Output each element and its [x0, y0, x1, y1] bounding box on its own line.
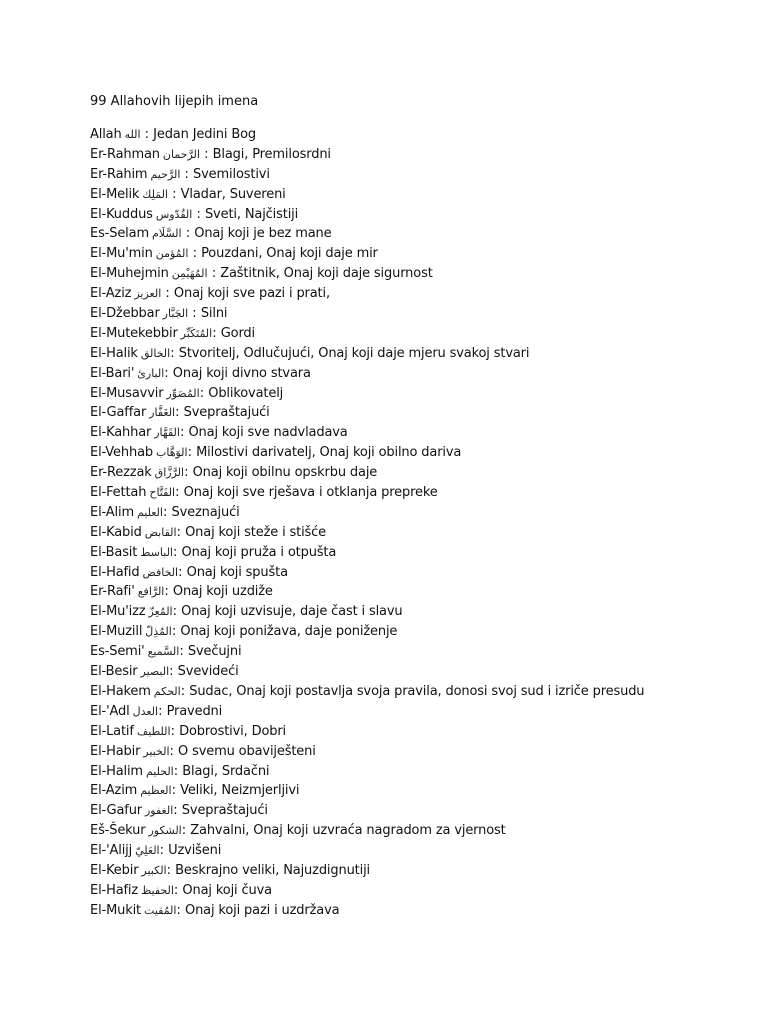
name-arabic: المَلِك: [142, 187, 168, 201]
name-transliteration: El-Hakem: [90, 683, 151, 699]
name-entry: [90, 582, 750, 602]
name-meaning: : Sveznajući: [162, 504, 240, 520]
name-transliteration: El-Kebir: [90, 862, 139, 878]
name-arabic: السَّميع: [147, 645, 180, 659]
name-meaning: : Onaj koji pazi i uzdržava: [176, 902, 340, 918]
name-arabic: السَّلَام: [151, 227, 182, 241]
name-arabic: الغفور: [145, 804, 174, 818]
name-entry: [90, 622, 750, 642]
name-meaning: : Sveti, Najčistiji: [192, 206, 299, 222]
name-arabic: المُذِلّ: [145, 625, 172, 639]
name-entry: [90, 841, 750, 861]
name-entry: [90, 901, 750, 921]
name-entry: [90, 722, 750, 742]
name-entry: [90, 762, 750, 782]
name-entry: [90, 344, 750, 364]
name-arabic: المُعِزّ: [148, 605, 173, 619]
name-arabic: الرَّزَّاق: [154, 466, 185, 480]
name-entry: [90, 861, 750, 881]
name-transliteration: Es-Selam: [90, 226, 149, 242]
name-arabic: الجَبَّار: [162, 307, 189, 321]
name-arabic: اللطيف: [136, 724, 171, 738]
name-meaning: : Milostivi darivatelj, Onaj koji obilno dariva: [187, 445, 462, 461]
name-entry: [90, 881, 750, 901]
name-arabic: القُدّوس: [155, 207, 193, 221]
name-transliteration: El-Besir: [90, 664, 138, 680]
name-transliteration: El-Hafid: [90, 564, 140, 580]
name-transliteration: El-Džebbar: [90, 306, 160, 322]
name-meaning: : Pravedni: [158, 703, 223, 719]
name-entry: [90, 165, 750, 185]
name-meaning: : Onaj koji spušta: [178, 564, 288, 580]
name-meaning: : Zaštitnik, Onaj koji daje sigurnost: [207, 266, 433, 282]
name-entry: [90, 523, 750, 543]
name-arabic: القَهَّار: [154, 426, 180, 440]
name-transliteration: Allah: [90, 127, 122, 142]
name-meaning: : Dobrostivi, Dobri: [170, 723, 287, 739]
name-meaning: : Onaj koji sve nadvladava: [179, 425, 348, 441]
name-arabic: الغَفَّار: [149, 406, 176, 420]
name-meaning: : Vladar, Suvereni: [167, 186, 286, 202]
name-transliteration: El-Alim: [90, 504, 134, 520]
name-meaning: : Onaj koji uzdiže: [164, 584, 273, 600]
name-transliteration: El-Mu'min: [90, 246, 153, 262]
name-meaning: : Onaj koji ponižava, daje poniženje: [171, 624, 398, 640]
name-arabic: المُصَوِّر: [166, 386, 200, 400]
name-entry: [90, 264, 750, 284]
name-meaning: : Onaj koji divno stvara: [164, 365, 311, 381]
name-meaning: : Onaj koji obilnu opskrbu daje: [184, 465, 378, 481]
name-transliteration: El-'Adl: [90, 703, 130, 719]
name-transliteration: El-Muhejmin: [90, 266, 169, 282]
name-transliteration: El-Mukit: [90, 902, 142, 918]
name-transliteration: El-Halik: [90, 345, 138, 361]
name-transliteration: El-Habir: [90, 743, 141, 759]
name-entry: [90, 463, 750, 483]
name-arabic: البصير: [140, 665, 170, 679]
name-arabic: الوَهَّاب: [155, 446, 188, 460]
name-meaning: : Onaj koji pruža i otpušta: [172, 544, 337, 560]
name-transliteration: Eš-Šekur: [90, 823, 146, 839]
name-meaning: : Onaj koji sve pazi i prati,: [161, 286, 330, 302]
name-entry: [90, 443, 750, 463]
name-meaning: : Stvoritelj, Odlučujući, Onaj koji daje mjeru svakoj stvari: [170, 345, 530, 361]
name-arabic: القابض: [144, 525, 177, 539]
name-arabic: العظيم: [140, 784, 172, 798]
name-entry: [90, 503, 750, 523]
name-arabic: الرَّحمان: [162, 147, 200, 161]
name-transliteration: El-Aziz: [90, 286, 132, 302]
name-meaning: : Blagi, Premilosrdni: [199, 146, 331, 162]
name-meaning: : Onaj koji je bez mane: [181, 226, 332, 242]
name-entry: [90, 125, 750, 145]
name-transliteration: El-Fettah: [90, 485, 147, 501]
name-entry: [90, 662, 750, 682]
name-meaning: : Uzvišeni: [159, 843, 222, 859]
name-entry: [90, 244, 750, 264]
name-transliteration: Er-Rafi': [90, 584, 135, 600]
name-meaning: : Gordi: [212, 325, 255, 341]
name-entry: [90, 642, 750, 662]
name-meaning: : Svepraštajući: [175, 405, 270, 421]
name-arabic: الرَّحيم: [150, 167, 181, 181]
name-meaning: : Onaj koji čuva: [173, 882, 272, 898]
name-transliteration: El-Mutekebbir: [90, 325, 178, 341]
name-meaning: : Beskrajno veliki, Najuzdignutiji: [166, 862, 370, 878]
name-entry: [90, 602, 750, 622]
name-arabic: العليم: [136, 505, 163, 519]
name-arabic: الله: [124, 128, 141, 141]
name-transliteration: El-Azim: [90, 783, 138, 799]
name-entry: [90, 781, 750, 801]
name-arabic: المُتَكَبِّر: [180, 326, 213, 340]
name-entry: [90, 801, 750, 821]
name-entry: [90, 483, 750, 503]
name-entry: [90, 145, 750, 165]
name-meaning: : Blagi, Srdačni: [173, 763, 270, 779]
name-arabic: الكبير: [141, 863, 167, 877]
name-arabic: الشكور: [148, 824, 182, 838]
name-meaning: : Onaj koji uzvisuje, daje čast i slavu: [172, 604, 403, 620]
name-arabic: المُهَيْمِن: [171, 267, 208, 281]
name-arabic: الخالق: [140, 346, 171, 360]
name-transliteration: El-Kabid: [90, 524, 142, 540]
name-entry: [90, 821, 750, 841]
name-arabic: العزيز: [134, 287, 162, 301]
name-transliteration: Es-Semi': [90, 644, 145, 660]
name-arabic: المُؤمن: [155, 247, 189, 261]
name-transliteration: El-Hafiz: [90, 882, 139, 898]
name-entry: [90, 423, 750, 443]
name-arabic: الخافض: [142, 565, 179, 579]
name-entry: [90, 384, 750, 404]
document-title: 99 Allahovih lijepih imena: [90, 94, 259, 109]
name-arabic: الرَّافع: [137, 585, 165, 599]
name-transliteration: El-Musavvir: [90, 385, 164, 401]
name-transliteration: El-Mu'izz: [90, 604, 146, 620]
name-meaning: : Svemilostivi: [180, 166, 270, 182]
name-entry: [90, 304, 750, 324]
name-arabic: العدل: [132, 704, 159, 718]
name-transliteration: El-Halim: [90, 763, 143, 779]
name-arabic: الحليم: [145, 764, 174, 778]
name-entry: [90, 284, 750, 304]
name-meaning: : Silni: [188, 306, 228, 322]
name-transliteration: El-Gafur: [90, 803, 142, 819]
name-transliteration: El-'Alijj: [90, 843, 133, 859]
name-meaning: : Svečujni: [179, 644, 242, 660]
name-transliteration: Er-Rahman: [90, 146, 160, 162]
name-entry: [90, 563, 750, 583]
name-entry: [90, 702, 750, 722]
name-arabic: المُقيت: [144, 903, 177, 917]
name-transliteration: El-Muzill: [90, 624, 143, 640]
name-meaning: : Onaj koji sve rješava i otklanja prepreke: [175, 485, 438, 501]
name-entry: [90, 224, 750, 244]
name-meaning: : Onaj koji steže i stišće: [176, 524, 327, 540]
name-arabic: الخبير: [143, 744, 170, 758]
name-meaning: : Svevideći: [169, 664, 239, 680]
name-transliteration: El-Latif: [90, 723, 134, 739]
name-arabic: الحكم: [153, 684, 181, 698]
name-meaning: : Jedan Jedini Bog: [140, 127, 257, 142]
name-meaning: : Sudac, Onaj koji postavlja svoja pravila, donosi svoj sud i izriče presudu: [180, 683, 645, 699]
name-meaning: : Veliki, Neizmjerljivi: [171, 783, 300, 799]
name-arabic: العَلِيّ: [135, 844, 160, 858]
name-arabic: الحفيظ: [141, 883, 174, 897]
name-meaning: : Svepraštajući: [173, 803, 268, 819]
name-transliteration: Er-Rezzak: [90, 465, 152, 481]
name-entry: [90, 364, 750, 384]
name-transliteration: Er-Rahim: [90, 166, 148, 182]
name-entry: [90, 205, 750, 225]
name-transliteration: El-Kuddus: [90, 206, 153, 222]
name-arabic: الباسط: [140, 545, 173, 559]
name-meaning: : Pouzdani, Onaj koji daje mir: [188, 246, 378, 262]
name-transliteration: El-Bari': [90, 365, 135, 381]
name-entry: [90, 185, 750, 205]
name-entry: [90, 543, 750, 563]
name-meaning: : Oblikovatelj: [199, 385, 284, 401]
name-transliteration: El-Vehhab: [90, 445, 153, 461]
name-arabic: البارئ: [137, 366, 165, 380]
names-list: [90, 125, 750, 921]
name-entry: [90, 324, 750, 344]
name-meaning: : Zahvalni, Onaj koji uzvraća nagradom za vjernost: [181, 823, 506, 839]
name-transliteration: El-Gaffar: [90, 405, 147, 421]
name-meaning: : O svemu obaviješteni: [169, 743, 316, 759]
name-transliteration: El-Basit: [90, 544, 138, 560]
name-entry: [90, 403, 750, 423]
name-transliteration: El-Melik: [90, 186, 140, 202]
name-transliteration: El-Kahhar: [90, 425, 152, 441]
name-arabic: الفَتَّاح: [149, 486, 176, 500]
document-page: [90, 93, 750, 921]
name-entry: [90, 682, 750, 702]
name-entry: [90, 742, 750, 762]
